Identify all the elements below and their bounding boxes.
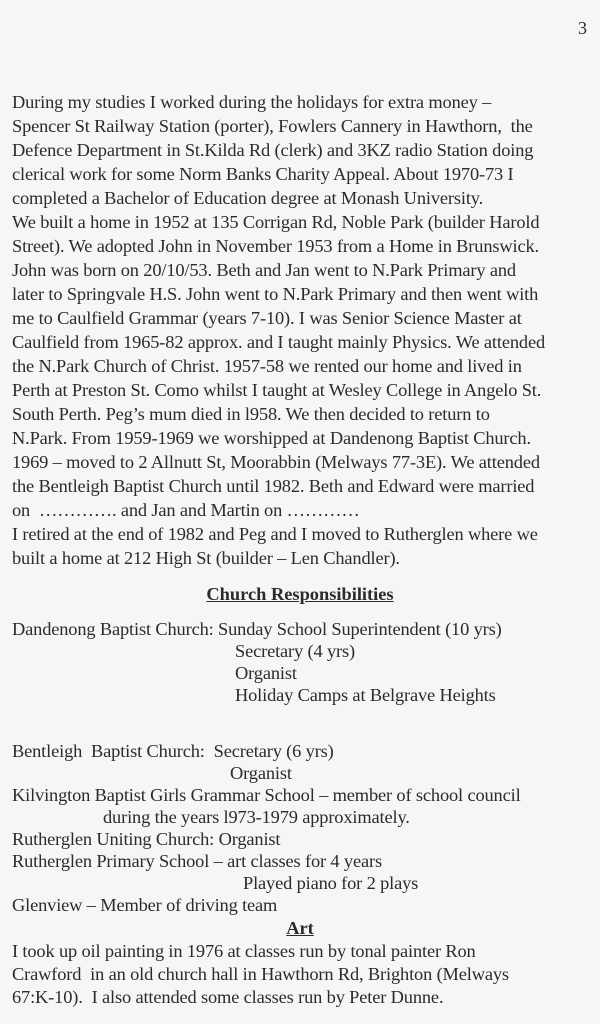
text-line: Street). We adopted John in November 1953 from a Home in Brunswick.	[12, 236, 539, 256]
rutherglen-uniting-line: Rutherglen Uniting Church: Organist	[12, 829, 281, 849]
art-line: Crawford in an old church hall in Hawthorn Rd, Brighton (Melways	[12, 964, 509, 984]
text-line: on …………. and Jan and Martin on …………	[12, 500, 360, 520]
text-line: later to Springvale H.S. John went to N.Park Primary and then went with	[12, 284, 539, 304]
rutherglen-primary-line: Rutherglen Primary School – art classes for 4 years	[12, 851, 382, 871]
dandenong-line: Dandenong Baptist Church: Sunday School Superintendent (10 yrs)	[12, 619, 502, 639]
art-line: 67:K-10). I also attended some classes run by Peter Dunne.	[12, 987, 444, 1007]
dandenong-role: Holiday Camps at Belgrave Heights	[235, 685, 496, 705]
text-line: Perth at Preston St. Como whilst I taught at Wesley College in Angelo St.	[12, 380, 542, 400]
bentleigh-role: Organist	[230, 763, 292, 783]
text-line: We built a home in 1952 at 135 Corrigan Rd, Noble Park (builder Harold	[12, 212, 540, 232]
text-line: me to Caulfield Grammar (years 7-10). I was Senior Science Master at	[12, 308, 522, 328]
dandenong-role: Organist	[235, 663, 297, 683]
text-line: I retired at the end of 1982 and Peg and I moved to Rutherglen where we	[12, 524, 538, 544]
kilvington-detail: during the years l973-1979 approximately.	[103, 807, 410, 827]
text-line: the N.Park Church of Christ. 1957-58 we rented our home and lived in	[12, 356, 522, 376]
text-line: the Bentleigh Baptist Church until 1982. Beth and Edward were married	[12, 476, 535, 496]
text-line: built a home at 212 High St (builder – Len Chandler).	[12, 548, 400, 568]
church-heading: Church Responsibilities	[206, 584, 394, 604]
text-line: South Perth. Peg’s mum died in l958. We then decided to return to	[12, 404, 490, 424]
bentleigh-line: Bentleigh Baptist Church: Secretary (6 yrs)	[12, 741, 334, 761]
kilvington-line: Kilvington Baptist Girls Grammar School – member of school council	[12, 785, 521, 805]
text-line: 1969 – moved to 2 Allnutt St, Moorabbin (Melways 77-3E). We attended	[12, 452, 540, 472]
page-number: 3	[578, 18, 587, 38]
text-line: John was born on 20/10/53. Beth and Jan went to N.Park Primary and	[12, 260, 516, 280]
text-line: During my studies I worked during the holidays for extra money –	[12, 92, 492, 112]
text-line: clerical work for some Norm Banks Charity Appeal. About 1970-73 I	[12, 164, 514, 184]
rutherglen-primary-detail: Played piano for 2 plays	[243, 873, 419, 893]
glenview-line: Glenview – Member of driving team	[12, 895, 278, 915]
art-line: I took up oil painting in 1976 at classes run by tonal painter Ron	[12, 941, 476, 961]
text-line: Caulfield from 1965-82 approx. and I taught mainly Physics. We attended	[12, 332, 546, 352]
text-line: N.Park. From 1959-1969 we worshipped at Dandenong Baptist Church.	[12, 428, 531, 448]
text-line: Spencer St Railway Station (porter), Fowlers Cannery in Hawthorn, the	[12, 116, 533, 136]
text-line: Defence Department in St.Kilda Rd (clerk) and 3KZ radio Station doing	[12, 140, 534, 160]
text-line: completed a Bachelor of Education degree at Monash University.	[12, 188, 484, 208]
art-heading: Art	[286, 918, 314, 938]
dandenong-role: Secretary (4 yrs)	[235, 641, 355, 661]
